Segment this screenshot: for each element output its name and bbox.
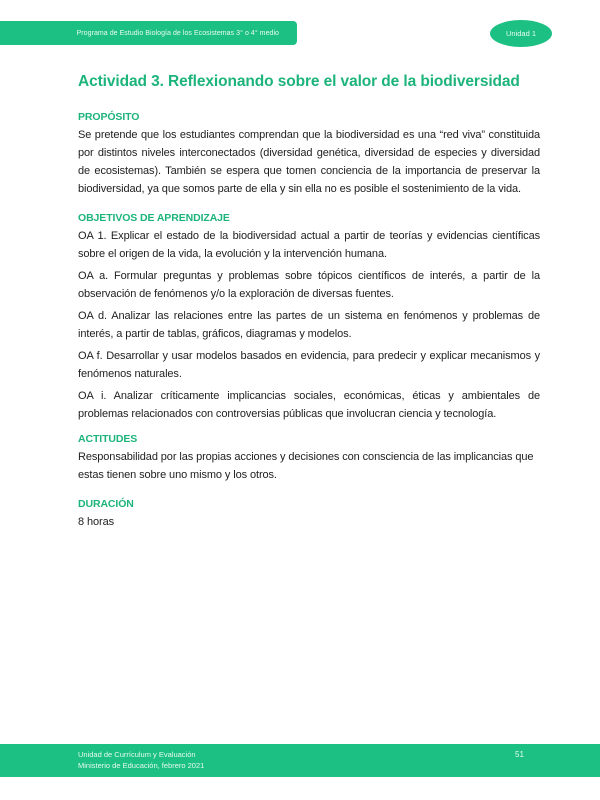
section-proposito — [78, 110, 540, 198]
unit-badge — [490, 20, 552, 47]
page-title: Actividad 3. Reflexionando sobre el valor de la biodiversidad — [78, 73, 520, 90]
section-heading-proposito: PROPÓSITO — [78, 111, 140, 123]
oa-item-a: OA a. Formular preguntas y problemas sobre tópicos científicos de interés, a partir de la observación de fenómenos y/o la exploración de diversas fuentes. — [78, 270, 540, 300]
page-content — [78, 71, 540, 544]
footer-line-2: Ministerio de Educación, febrero 2021 — [78, 760, 205, 770]
section-objetivos — [78, 211, 540, 423]
proposito-text: Se pretende que los estudiantes comprendan que la biodiversidad es una “red viva” constituida por distintos niveles interconectados (diversidad genética, diversidad de especies y diversidad de ecosistemas). También se espera que tomen conciencia de la importancia de preservar la biodiversidad, ya que somos parte de ella y sin ella no es posible el sostenimiento de la vida. — [78, 129, 540, 195]
section-heading-duracion: DURACIÓN — [78, 498, 134, 510]
header-banner — [0, 21, 297, 45]
section-duracion — [78, 497, 540, 531]
section-actitudes — [78, 432, 540, 484]
actitudes-line-2: estas tienen sobre uno mismo y los otros. — [78, 469, 277, 481]
program-title: Programa de Estudio Biología de los Ecosistemas 3° o 4° medio — [76, 29, 279, 37]
oa-item-f: OA f. Desarrollar y usar modelos basados en evidencia, para predecir y explicar mecanismos y fenómenos naturales. — [78, 350, 540, 380]
actitudes-line-1: Responsabilidad por las propias acciones y decisiones con consciencia de las implicancias que — [78, 451, 534, 463]
page-number: 51 — [515, 750, 524, 759]
section-heading-actitudes: ACTITUDES — [78, 433, 138, 445]
footer-credits — [78, 750, 204, 771]
duracion-text: 8 horas — [78, 516, 114, 528]
section-heading-objetivos: OBJETIVOS DE APRENDIZAJE — [78, 212, 230, 224]
footer-band — [0, 744, 600, 777]
oa-item-1: OA 1. Explicar el estado de la biodiversidad actual a partir de teorías y evidencias científicas sobre el origen de la vida, la evolución y la intervención humana. — [78, 230, 540, 260]
oa-item-d: OA d. Analizar las relaciones entre las partes de un sistema en fenómenos y problemas de interés, a partir de tablas, gráficos, diagramas y modelos. — [78, 310, 540, 340]
oa-item-i: OA i. Analizar críticamente implicancias sociales, económicas, éticas y ambientales de problemas relacionados con controversias públicas que involucran ciencia y tecnología. — [78, 390, 540, 420]
footer-line-1: Unidad de Currículum y Evaluación — [78, 750, 196, 759]
unit-badge-label: Unidad 1 — [505, 29, 537, 38]
